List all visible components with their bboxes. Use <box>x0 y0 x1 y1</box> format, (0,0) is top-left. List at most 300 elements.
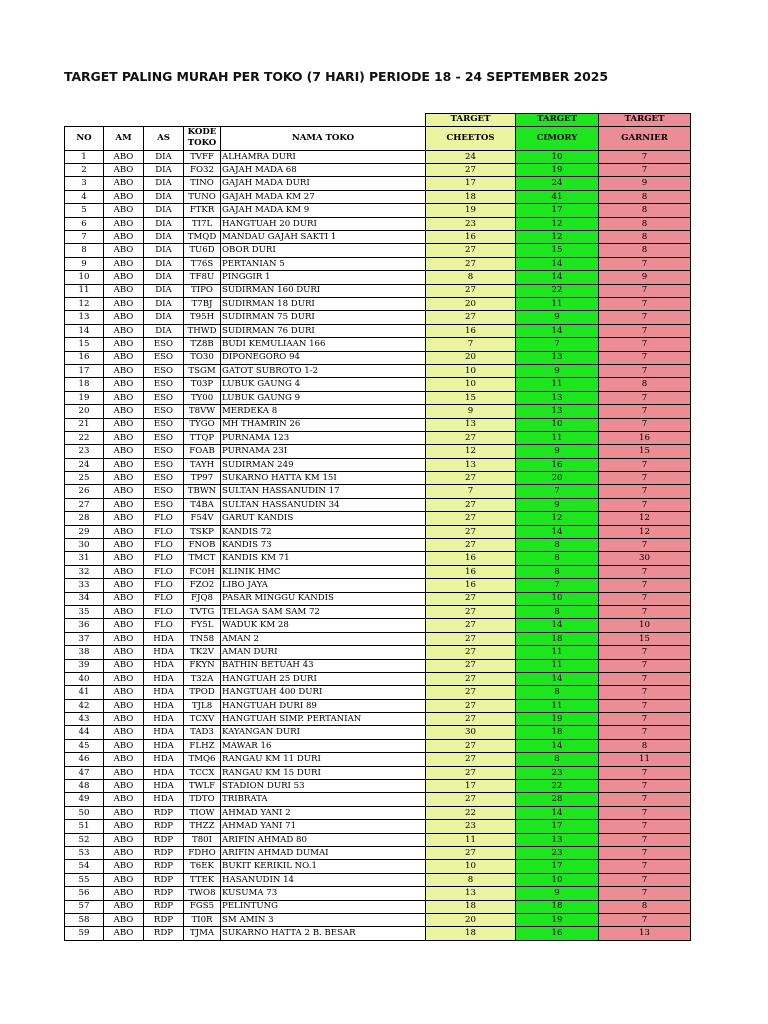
cell-target-cheetos: 13 <box>426 458 516 471</box>
cell-kode-toko: FKYN <box>184 659 221 672</box>
cell-kode-toko: TDTO <box>184 793 221 806</box>
cell-target-cimory: 11 <box>516 378 599 391</box>
cell-kode-toko: T03P <box>184 378 221 391</box>
cell-kode-toko: TVTG <box>184 605 221 618</box>
cell-target-garnier: 7 <box>599 686 691 699</box>
table-row <box>65 217 691 230</box>
cell-target-cimory: 18 <box>516 726 599 739</box>
table-row <box>65 485 691 498</box>
cell-target-cheetos: 27 <box>426 244 516 257</box>
cell-kode-toko: TCCX <box>184 766 221 779</box>
cell-target-cheetos: 20 <box>426 913 516 926</box>
cell-target-cimory: 14 <box>516 806 599 819</box>
table-row <box>65 726 691 739</box>
cell-nama-toko: GAJAH MADA KM 27 <box>221 190 426 203</box>
cell-target-garnier: 8 <box>599 739 691 752</box>
cell-target-garnier: 7 <box>599 418 691 431</box>
cell-target-cheetos: 24 <box>426 150 516 163</box>
table-row <box>65 391 691 404</box>
cell-target-cimory: 24 <box>516 177 599 190</box>
cell-no: 45 <box>65 739 104 752</box>
cell-as: ESO <box>144 498 184 511</box>
table-row <box>65 498 691 511</box>
cell-am: ABO <box>104 887 144 900</box>
cell-am: ABO <box>104 231 144 244</box>
cell-kode-toko: TI0R <box>184 913 221 926</box>
header-garnier: GARNIER <box>599 126 691 150</box>
cell-am: ABO <box>104 190 144 203</box>
cell-kode-toko: FLHZ <box>184 739 221 752</box>
cell-target-garnier: 7 <box>599 847 691 860</box>
cell-nama-toko: RANGAU KM 11 DURI <box>221 753 426 766</box>
cell-no: 8 <box>65 244 104 257</box>
cell-target-garnier: 15 <box>599 445 691 458</box>
table-row <box>65 231 691 244</box>
cell-as: HDA <box>144 686 184 699</box>
cell-nama-toko: AMAN DURI <box>221 646 426 659</box>
cell-am: ABO <box>104 713 144 726</box>
cell-target-cheetos: 12 <box>426 445 516 458</box>
cell-target-cheetos: 9 <box>426 405 516 418</box>
cell-kode-toko: TPOD <box>184 686 221 699</box>
cell-target-cimory: 9 <box>516 311 599 324</box>
cell-target-cheetos: 10 <box>426 378 516 391</box>
cell-target-garnier: 7 <box>599 873 691 886</box>
cell-as: DIA <box>144 257 184 270</box>
cell-target-garnier: 12 <box>599 512 691 525</box>
cell-nama-toko: PINGGIR 1 <box>221 271 426 284</box>
cell-as: DIA <box>144 217 184 230</box>
cell-am: ABO <box>104 539 144 552</box>
table-row <box>65 244 691 257</box>
cell-target-cheetos: 8 <box>426 873 516 886</box>
table-row <box>65 552 691 565</box>
cell-nama-toko: WADUK KM 28 <box>221 619 426 632</box>
cell-target-cheetos: 22 <box>426 806 516 819</box>
cell-as: HDA <box>144 699 184 712</box>
table-body <box>65 150 691 940</box>
cell-target-garnier: 7 <box>599 364 691 377</box>
cell-target-cheetos: 27 <box>426 164 516 177</box>
cell-am: ABO <box>104 391 144 404</box>
cell-kode-toko: FY5L <box>184 619 221 632</box>
cell-no: 4 <box>65 190 104 203</box>
cell-am: ABO <box>104 324 144 337</box>
cell-target-cimory: 22 <box>516 284 599 297</box>
table-row <box>65 338 691 351</box>
table-row <box>65 512 691 525</box>
cell-nama-toko: SUKARNO HATTA 2 B. BESAR <box>221 927 426 940</box>
cell-no: 25 <box>65 472 104 485</box>
cell-nama-toko: STADION DURI 53 <box>221 780 426 793</box>
cell-as: HDA <box>144 659 184 672</box>
cell-am: ABO <box>104 780 144 793</box>
table-row <box>65 311 691 324</box>
cell-am: ABO <box>104 699 144 712</box>
cell-no: 2 <box>65 164 104 177</box>
cell-as: FLO <box>144 605 184 618</box>
table-row <box>65 150 691 163</box>
cell-target-cimory: 17 <box>516 820 599 833</box>
table-row <box>65 820 691 833</box>
cell-no: 17 <box>65 364 104 377</box>
cell-target-cimory: 12 <box>516 231 599 244</box>
cell-kode-toko: T7BJ <box>184 297 221 310</box>
cell-kode-toko: TSKP <box>184 525 221 538</box>
cell-target-cimory: 7 <box>516 485 599 498</box>
cell-kode-toko: TP97 <box>184 472 221 485</box>
cell-am: ABO <box>104 619 144 632</box>
cell-nama-toko: TRIBRATA <box>221 793 426 806</box>
table-row <box>65 271 691 284</box>
cell-target-cheetos: 13 <box>426 887 516 900</box>
cell-nama-toko: SUDIRMAN 249 <box>221 458 426 471</box>
cell-target-garnier: 8 <box>599 231 691 244</box>
cell-am: ABO <box>104 753 144 766</box>
cell-target-cheetos: 27 <box>426 539 516 552</box>
cell-target-garnier: 10 <box>599 619 691 632</box>
cell-as: HDA <box>144 726 184 739</box>
cell-nama-toko: GARUT KANDIS <box>221 512 426 525</box>
cell-am: ABO <box>104 833 144 846</box>
cell-target-cimory: 23 <box>516 847 599 860</box>
cell-target-garnier: 30 <box>599 552 691 565</box>
cell-no: 50 <box>65 806 104 819</box>
cell-target-cheetos: 27 <box>426 659 516 672</box>
cell-target-cheetos: 19 <box>426 204 516 217</box>
page-title: TARGET PALING MURAH PER TOKO (7 HARI) PERIODE 18 - 24 SEPTEMBER 2025 <box>64 69 608 84</box>
cell-as: DIA <box>144 324 184 337</box>
cell-target-cimory: 10 <box>516 150 599 163</box>
cell-no: 37 <box>65 632 104 645</box>
cell-nama-toko: PELINTUNG <box>221 900 426 913</box>
cell-target-cheetos: 27 <box>426 431 516 444</box>
cell-nama-toko: SUDIRMAN 75 DURI <box>221 311 426 324</box>
cell-target-cimory: 11 <box>516 659 599 672</box>
cell-am: ABO <box>104 271 144 284</box>
cell-no: 27 <box>65 498 104 511</box>
cell-kode-toko: TUNO <box>184 190 221 203</box>
cell-target-cimory: 41 <box>516 190 599 203</box>
table-row <box>65 605 691 618</box>
cell-am: ABO <box>104 338 144 351</box>
table-row <box>65 565 691 578</box>
cell-target-cheetos: 27 <box>426 699 516 712</box>
table-row <box>65 913 691 926</box>
cell-am: ABO <box>104 592 144 605</box>
cell-no: 21 <box>65 418 104 431</box>
cell-no: 7 <box>65 231 104 244</box>
cell-target-garnier: 8 <box>599 217 691 230</box>
cell-no: 10 <box>65 271 104 284</box>
header-as: AS <box>144 126 184 150</box>
cell-kode-toko: T95H <box>184 311 221 324</box>
cell-target-garnier: 7 <box>599 913 691 926</box>
cell-target-cimory: 19 <box>516 913 599 926</box>
cell-nama-toko: MAWAR 16 <box>221 739 426 752</box>
cell-nama-toko: PURNAMA 23I <box>221 445 426 458</box>
cell-nama-toko: HANGTUAH 20 DURI <box>221 217 426 230</box>
cell-nama-toko: LUBUK GAUNG 4 <box>221 378 426 391</box>
table-row <box>65 351 691 364</box>
cell-am: ABO <box>104 284 144 297</box>
cell-target-cheetos: 27 <box>426 847 516 860</box>
cell-target-cimory: 14 <box>516 257 599 270</box>
cell-target-garnier: 7 <box>599 766 691 779</box>
cell-as: RDP <box>144 860 184 873</box>
cell-am: ABO <box>104 177 144 190</box>
cell-nama-toko: KANDIS 72 <box>221 525 426 538</box>
table-row <box>65 887 691 900</box>
cell-target-cheetos: 27 <box>426 498 516 511</box>
cell-as: ESO <box>144 338 184 351</box>
cell-target-cimory: 22 <box>516 780 599 793</box>
cell-target-cimory: 11 <box>516 431 599 444</box>
header-row-target <box>65 114 691 127</box>
cell-kode-toko: TINO <box>184 177 221 190</box>
cell-kode-toko: T80I <box>184 833 221 846</box>
cell-as: HDA <box>144 632 184 645</box>
cell-target-garnier: 15 <box>599 632 691 645</box>
cell-nama-toko: HASANUDIN 14 <box>221 873 426 886</box>
cell-target-cimory: 14 <box>516 619 599 632</box>
table-row <box>65 431 691 444</box>
cell-target-cimory: 20 <box>516 472 599 485</box>
cell-target-garnier: 7 <box>599 833 691 846</box>
table-row <box>65 646 691 659</box>
cell-nama-toko: BUDI KEMULIAAN 166 <box>221 338 426 351</box>
table-row <box>65 297 691 310</box>
cell-target-garnier: 7 <box>599 485 691 498</box>
cell-target-cimory: 16 <box>516 458 599 471</box>
cell-as: ESO <box>144 391 184 404</box>
cell-target-cheetos: 27 <box>426 311 516 324</box>
cell-target-cheetos: 30 <box>426 726 516 739</box>
cell-target-cimory: 9 <box>516 364 599 377</box>
cell-as: DIA <box>144 244 184 257</box>
cell-am: ABO <box>104 793 144 806</box>
cell-as: RDP <box>144 847 184 860</box>
cell-nama-toko: OBOR DURI <box>221 244 426 257</box>
cell-am: ABO <box>104 164 144 177</box>
table-row <box>65 699 691 712</box>
cell-target-cimory: 14 <box>516 672 599 685</box>
cell-kode-toko: TF8U <box>184 271 221 284</box>
cell-target-garnier: 7 <box>599 860 691 873</box>
cell-target-cimory: 14 <box>516 271 599 284</box>
cell-kode-toko: FTKR <box>184 204 221 217</box>
cell-as: DIA <box>144 284 184 297</box>
cell-target-garnier: 11 <box>599 753 691 766</box>
table-row <box>65 164 691 177</box>
cell-no: 46 <box>65 753 104 766</box>
cell-as: RDP <box>144 900 184 913</box>
cell-no: 54 <box>65 860 104 873</box>
cell-target-cheetos: 18 <box>426 927 516 940</box>
cell-no: 30 <box>65 539 104 552</box>
cell-target-cheetos: 23 <box>426 217 516 230</box>
cell-no: 51 <box>65 820 104 833</box>
table-row <box>65 190 691 203</box>
header-nama-toko: NAMA TOKO <box>221 126 426 150</box>
cell-target-cimory: 12 <box>516 217 599 230</box>
cell-as: ESO <box>144 485 184 498</box>
cell-target-cimory: 17 <box>516 860 599 873</box>
cell-nama-toko: SULTAN HASSANUDIN 34 <box>221 498 426 511</box>
cell-kode-toko: T76S <box>184 257 221 270</box>
cell-nama-toko: GAJAH MADA 68 <box>221 164 426 177</box>
cell-kode-toko: TMQD <box>184 231 221 244</box>
cell-kode-toko: FZO2 <box>184 579 221 592</box>
cell-no: 41 <box>65 686 104 699</box>
table-row <box>65 418 691 431</box>
cell-no: 6 <box>65 217 104 230</box>
cell-target-garnier: 7 <box>599 458 691 471</box>
cell-target-cheetos: 16 <box>426 552 516 565</box>
cell-nama-toko: GAJAH MADA KM 9 <box>221 204 426 217</box>
cell-target-garnier: 7 <box>599 150 691 163</box>
cell-no: 34 <box>65 592 104 605</box>
cell-as: ESO <box>144 351 184 364</box>
cell-target-cheetos: 27 <box>426 525 516 538</box>
cell-target-cimory: 12 <box>516 512 599 525</box>
cell-as: FLO <box>144 579 184 592</box>
cell-am: ABO <box>104 927 144 940</box>
cell-no: 12 <box>65 297 104 310</box>
cell-target-cimory: 13 <box>516 351 599 364</box>
cell-kode-toko: THWD <box>184 324 221 337</box>
table-row <box>65 458 691 471</box>
table-row <box>65 592 691 605</box>
cell-target-cimory: 10 <box>516 592 599 605</box>
cell-nama-toko: KAYANGAN DURI <box>221 726 426 739</box>
cell-target-garnier: 13 <box>599 927 691 940</box>
cell-target-cheetos: 7 <box>426 485 516 498</box>
cell-target-garnier: 7 <box>599 605 691 618</box>
header-kode-toko <box>184 126 221 150</box>
cell-target-garnier: 7 <box>599 324 691 337</box>
table-row <box>65 739 691 752</box>
cell-target-cheetos: 27 <box>426 592 516 605</box>
cell-target-garnier: 9 <box>599 177 691 190</box>
cell-am: ABO <box>104 485 144 498</box>
cell-am: ABO <box>104 632 144 645</box>
cell-kode-toko: T4BA <box>184 498 221 511</box>
cell-kode-toko: TAD3 <box>184 726 221 739</box>
header-cheetos: CHEETOS <box>426 126 516 150</box>
cell-nama-toko: GATOT SUBROTO 1-2 <box>221 364 426 377</box>
cell-target-cimory: 13 <box>516 405 599 418</box>
cell-target-cheetos: 16 <box>426 231 516 244</box>
cell-no: 28 <box>65 512 104 525</box>
cell-am: ABO <box>104 311 144 324</box>
cell-nama-toko: ALHAMRA DURI <box>221 150 426 163</box>
cell-am: ABO <box>104 552 144 565</box>
cell-am: ABO <box>104 297 144 310</box>
cell-am: ABO <box>104 820 144 833</box>
cell-as: ESO <box>144 431 184 444</box>
cell-no: 59 <box>65 927 104 940</box>
cell-as: ESO <box>144 445 184 458</box>
cell-no: 20 <box>65 405 104 418</box>
cell-no: 43 <box>65 713 104 726</box>
cell-kode-toko: TIPO <box>184 284 221 297</box>
cell-as: FLO <box>144 525 184 538</box>
table-row <box>65 806 691 819</box>
cell-target-cimory: 19 <box>516 164 599 177</box>
cell-nama-toko: SULTAN HASSANUDIN 17 <box>221 485 426 498</box>
cell-nama-toko: SM AMIN 3 <box>221 913 426 926</box>
cell-target-garnier: 7 <box>599 672 691 685</box>
cell-am: ABO <box>104 739 144 752</box>
cell-target-garnier: 7 <box>599 887 691 900</box>
table-row <box>65 766 691 779</box>
cell-am: ABO <box>104 217 144 230</box>
cell-nama-toko: KLINIK HMC <box>221 565 426 578</box>
cell-target-cheetos: 17 <box>426 177 516 190</box>
cell-target-cheetos: 27 <box>426 512 516 525</box>
cell-no: 19 <box>65 391 104 404</box>
cell-kode-toko: T8VW <box>184 405 221 418</box>
cell-target-garnier: 7 <box>599 699 691 712</box>
cell-target-cimory: 10 <box>516 873 599 886</box>
cell-as: ESO <box>144 458 184 471</box>
cell-am: ABO <box>104 659 144 672</box>
cell-target-cimory: 14 <box>516 739 599 752</box>
cell-target-cheetos: 27 <box>426 632 516 645</box>
cell-target-cimory: 9 <box>516 498 599 511</box>
table-row <box>65 204 691 217</box>
table-row <box>65 780 691 793</box>
cell-kode-toko: TWO8 <box>184 887 221 900</box>
cell-target-cheetos: 17 <box>426 780 516 793</box>
cell-kode-toko: TCXV <box>184 713 221 726</box>
cell-target-cimory: 28 <box>516 793 599 806</box>
cell-am: ABO <box>104 257 144 270</box>
cell-am: ABO <box>104 378 144 391</box>
cell-target-cheetos: 27 <box>426 686 516 699</box>
cell-as: ESO <box>144 364 184 377</box>
cell-target-cimory: 8 <box>516 565 599 578</box>
table-row <box>65 713 691 726</box>
cell-am: ABO <box>104 900 144 913</box>
cell-kode-toko: TTEK <box>184 873 221 886</box>
cell-am: ABO <box>104 565 144 578</box>
cell-target-garnier: 8 <box>599 190 691 203</box>
cell-am: ABO <box>104 204 144 217</box>
cell-target-cheetos: 20 <box>426 297 516 310</box>
cell-target-garnier: 7 <box>599 780 691 793</box>
cell-as: HDA <box>144 793 184 806</box>
cell-target-cimory: 9 <box>516 887 599 900</box>
cell-kode-toko: TJL8 <box>184 699 221 712</box>
cell-nama-toko: LUBUK GAUNG 9 <box>221 391 426 404</box>
cell-nama-toko: BATHIN BETUAH 43 <box>221 659 426 672</box>
cell-target-cimory: 7 <box>516 579 599 592</box>
cell-as: HDA <box>144 766 184 779</box>
cell-am: ABO <box>104 405 144 418</box>
cell-target-cimory: 7 <box>516 338 599 351</box>
cell-kode-toko: TBWN <box>184 485 221 498</box>
cell-target-cimory: 8 <box>516 686 599 699</box>
table-row <box>65 445 691 458</box>
cell-target-cimory: 11 <box>516 646 599 659</box>
cell-target-garnier: 7 <box>599 646 691 659</box>
cell-target-garnier: 7 <box>599 164 691 177</box>
cell-nama-toko: HANGTUAH 400 DURI <box>221 686 426 699</box>
cell-target-garnier: 7 <box>599 257 691 270</box>
cell-am: ABO <box>104 605 144 618</box>
